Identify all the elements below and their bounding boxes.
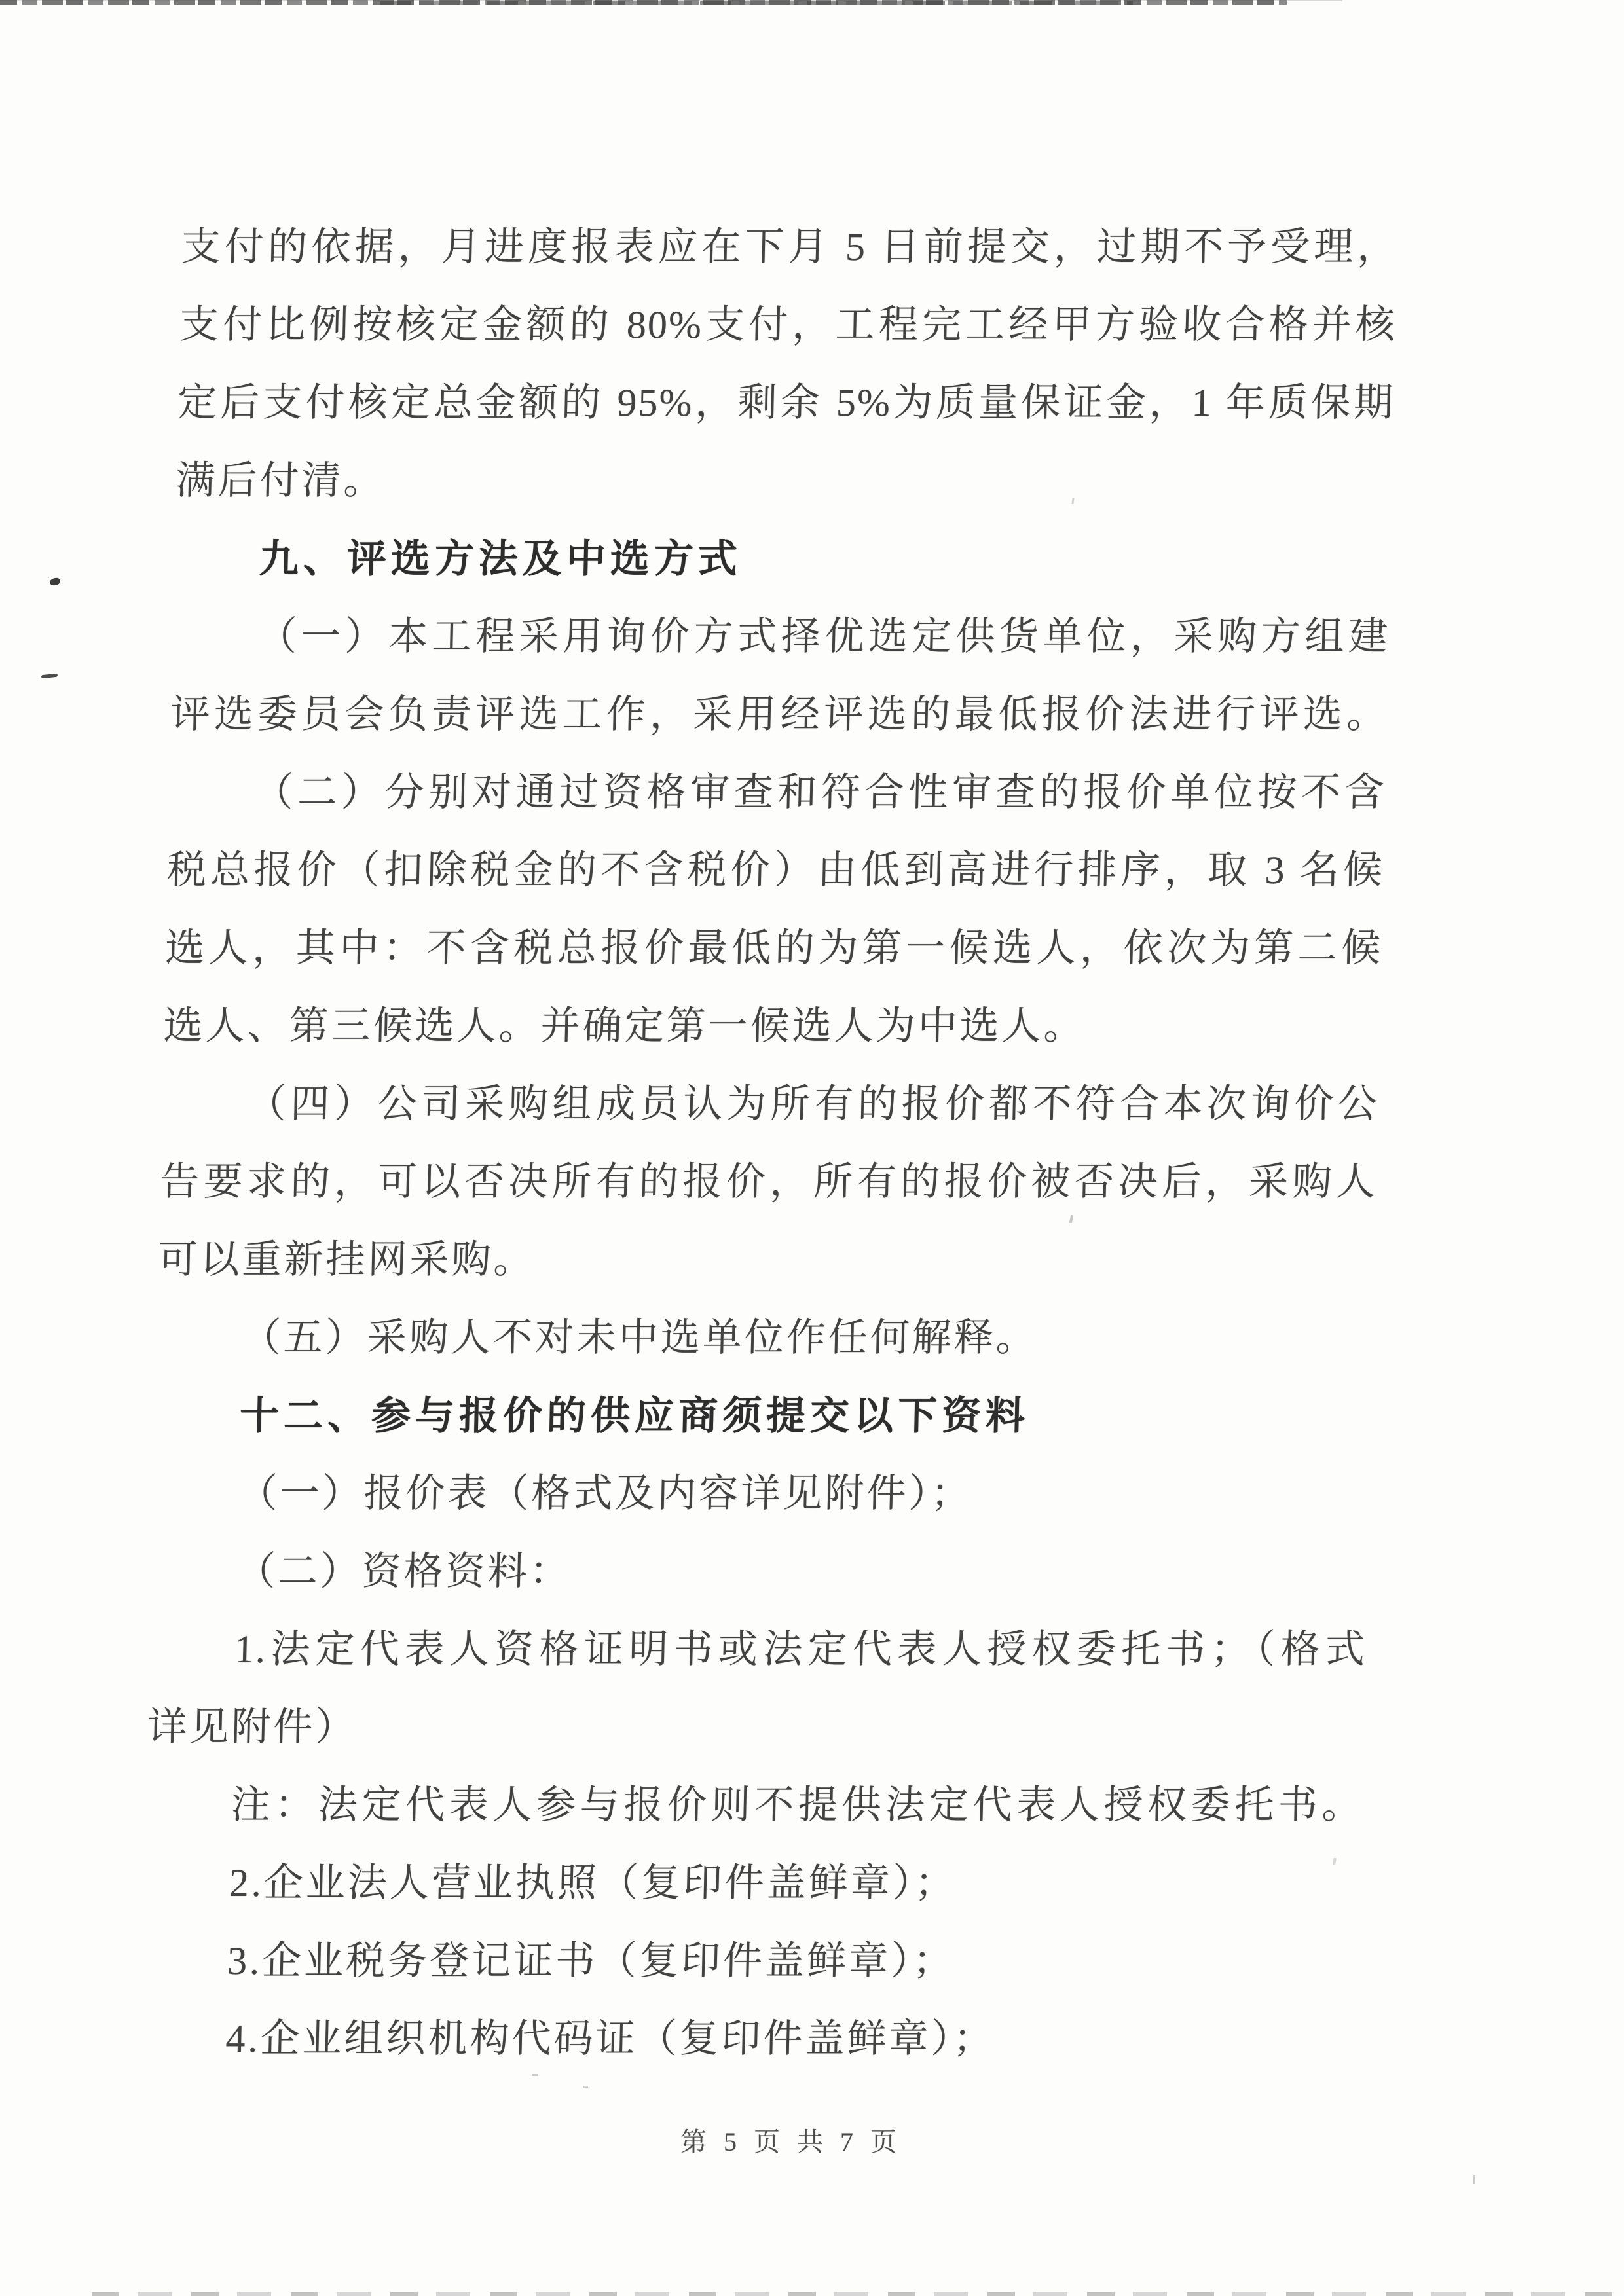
scan-artifact-bottom-edge xyxy=(92,2292,1624,2296)
section-heading-nine: 九、评选方法及中选方式 xyxy=(259,537,743,581)
text-line: （一）报价表（格式及内容详见附件）； xyxy=(237,1472,974,1515)
text-line: 注：法定代表人参与报价则不提供法定代表人授权委托书。 xyxy=(230,1783,1363,1827)
text-line: 定后支付核定总金额的 95%，剩余 5%为质量保证金，1 年质保期 xyxy=(177,381,1395,424)
text-line: 选人，其中：不含税总报价最低的为第一候选人，依次为第二候 xyxy=(164,926,1383,970)
text-line: （四）公司采购组成员认为所有的报价都不符合本次询价公 xyxy=(246,1082,1379,1125)
scan-artifact-ink-dash xyxy=(41,674,58,679)
scan-artifact-ink-blob xyxy=(49,577,60,586)
text-line: 详见附件） xyxy=(147,1705,358,1749)
text-line: （二）分别对通过资格审查和符合性审查的报价单位按不含 xyxy=(253,771,1386,814)
page-number: 第 5 页 共 7 页 xyxy=(680,2127,902,2157)
text-line: 税总报价（扣除税金的不含税价）由低到高进行排序，取 3 名候 xyxy=(166,848,1384,892)
text-line: 告要求的，可以否决所有的报价，所有的报价被否决后，采购人 xyxy=(159,1160,1378,1203)
text-line: 支付的依据，月进度报表应在下月 5 日前提交，过期不予受理， xyxy=(180,225,1399,268)
text-line: 可以重新挂网采购。 xyxy=(157,1238,536,1281)
text-line: 3.企业税务登记证书（复印件盖鲜章）； xyxy=(227,1939,955,1982)
section-heading-twelve: 十二、参与报价的供应商须提交以下资料 xyxy=(239,1394,1030,1438)
text-line: 选人、第三候选人。并确定第一候选人为中选人。 xyxy=(162,1004,1086,1048)
text-line: 支付比例按核定金额的 80%支付，工程完工经甲方验收合格并核 xyxy=(179,303,1397,346)
text-line: 2.企业法人营业执照（复印件盖鲜章）； xyxy=(229,1861,957,1904)
text-line: 4.企业组织机构代码证（复印件盖鲜章）； xyxy=(225,2017,996,2060)
text-line: 满后付清。 xyxy=(175,459,386,502)
document-body xyxy=(139,208,1399,2078)
scan-artifact-speck xyxy=(583,2086,588,2088)
text-line: （二）资格资料： xyxy=(236,1550,572,1593)
scan-artifact-top-edge-2 xyxy=(380,1,1133,5)
text-line: 评选委员会负责评选工作，采用经评选的最低报价法进行评选。 xyxy=(170,693,1388,736)
scan-artifact-speck xyxy=(1473,2175,1475,2184)
text-line: （一）本工程采用询价方式择优选定供货单位，采购方组建 xyxy=(257,615,1390,658)
text-line: （五）采购人不对未中选单位作任何解释。 xyxy=(241,1316,1039,1359)
text-line: 1.法定代表人资格证明书或法定代表人授权委托书；（格式 xyxy=(234,1628,1367,1671)
